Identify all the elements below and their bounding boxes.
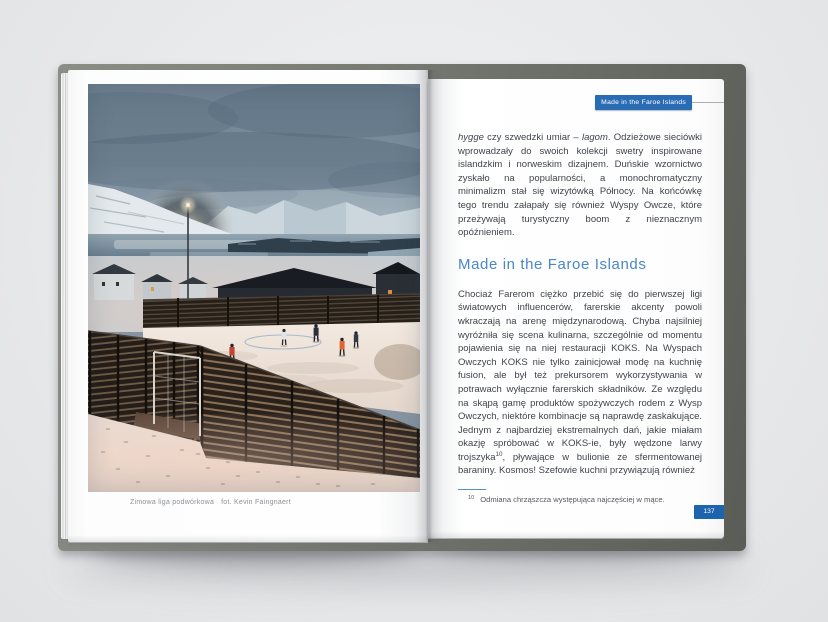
paragraph-text: Chociaż Farerom ciężko przebić się do pierwszej ligi światowych influencerów, farerskie akcenty powoli wkraczają na arenę międzynarodową. Chyba najsilniej wyróżniła się scena kulinarna, szczególnie od momentu pojawienia się na niej restauracji KOKS. Na Wyspach Owczych KOKS nie tylko zainicjował modę na kuchnię fusion, ale był też prekursorem wykorzystywania w potrawach wyłącznie farerskich składników. Ze względu na skąpą gamę produktów spożywczych rodem z Wysp Owczych, niektóre kombinacje są naprawdę zaskakujące. Jednym z najbardziej ekstremalnych dań, jakie miałam okazję spróbować w KOKS-ie, były wędzone larwy trojszyka xyxy=(458,288,702,463)
paragraph-hygge xyxy=(458,131,702,240)
photo-winter-football xyxy=(88,84,420,492)
foreground-snow xyxy=(88,414,420,492)
text-column xyxy=(458,131,702,504)
photo-illustration xyxy=(88,84,420,492)
footnote-rule xyxy=(458,489,486,490)
right-page xyxy=(428,79,724,538)
footnote xyxy=(458,495,702,504)
footnote-block xyxy=(458,489,702,504)
left-page xyxy=(68,70,428,542)
caption-title: Zimowa liga podwórkowa xyxy=(130,499,215,506)
footnote-text: Odmiana chrząszcza występująca najczęściej w mące. xyxy=(480,495,665,505)
paragraph-text: czy szwedzki umiar – xyxy=(483,132,582,143)
running-head-tab: Made in the Faroe Islands xyxy=(595,95,692,110)
paragraph-koks xyxy=(458,288,702,478)
paragraph-text: , pływające w bulionie ze sfermentowanej baraniny. Kosmos! Szefowie kuchni przywiązują również xyxy=(458,451,702,477)
running-head-rule xyxy=(692,102,724,103)
paragraph-text: . Odzieżowe sieciówki wprowadzały do swoich kolekcji swetry inspirowane islandzkim i norweskim dizajnem. Duńskie wzornictwo zyskało na popularności, a monochromatyczny minimalizm stał się wizytówką Północy. Na końcówkę tego trendu załapały się również Wyspy Owcze, które przeżywają turystyczny boom z nieznacznym opóźnieniem. xyxy=(458,132,703,239)
photo-caption xyxy=(130,499,291,506)
caption-credit: fot. Kevin Faingnaert xyxy=(221,499,291,506)
footnote-reference: 10 xyxy=(495,450,503,458)
italic-lagom: lagom xyxy=(581,132,608,143)
italic-hygge: hygge xyxy=(458,132,484,143)
footnote-marker: 10 xyxy=(468,494,475,501)
page-number-badge: 137 xyxy=(694,505,724,519)
section-heading: Made in the Faroe Islands xyxy=(458,255,647,273)
